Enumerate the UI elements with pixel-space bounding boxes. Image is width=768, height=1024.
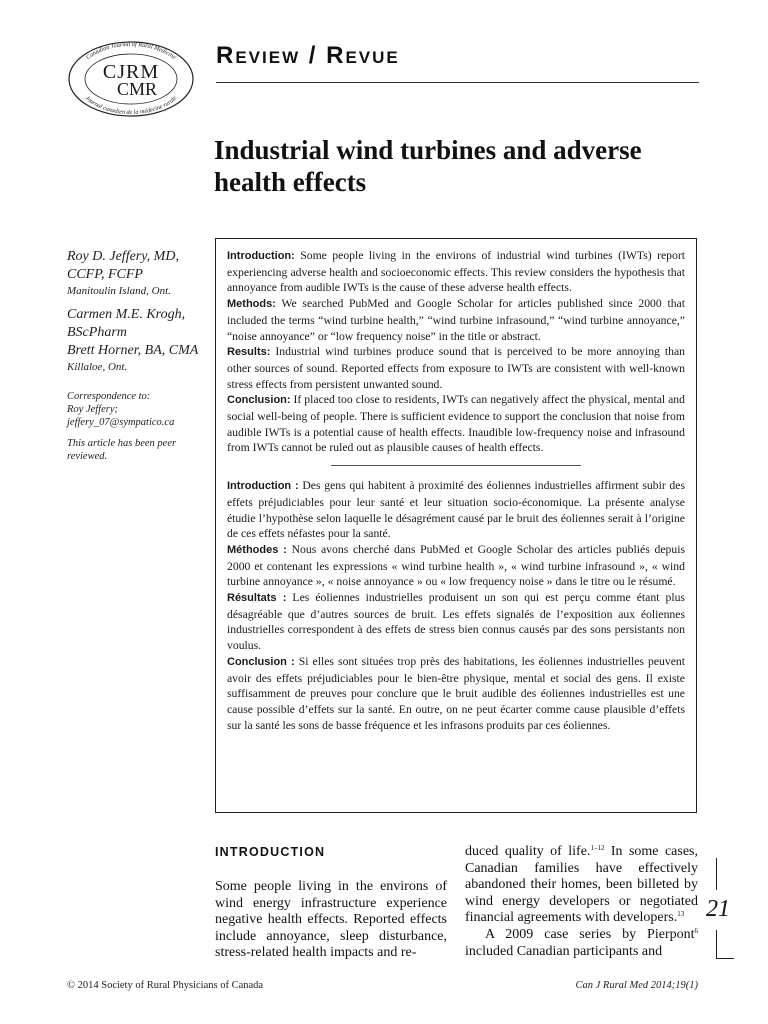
correspondence-email[interactable]: jeffery_07@sympatico.ca (67, 417, 175, 428)
abstract-en-conclusion-label: Conclusion: (227, 394, 291, 407)
abstract-box (215, 238, 697, 813)
abstract-fr-methods-text: Nous avons cherché dans PubMed et Google Scholar des articles publiés depuis 2000 et contenant les expressions « wind turbine health », « wind turbine infrasound », « wind turbine annoyance », « noise annoyance » ou « low frequency noise » dans le titre ou le résumé. (227, 542, 685, 589)
page-number: 21 (706, 896, 730, 922)
abstract-en-methods (227, 296, 685, 344)
author-column (67, 248, 199, 463)
page-marker-line-top (716, 858, 717, 890)
abstract-en-results-text: Industrial wind turbines produce sound that is perceived to be more annoying than other sources of sound. Reported effects from exposure to IWTs are consistent with well-known stress effects from persistent unwanted sound. (227, 345, 685, 391)
abstract-fr-conclusion (227, 654, 685, 734)
header-rule (216, 82, 699, 83)
abstract-en-results (227, 344, 685, 392)
abstract-en-conclusion-text: If placed too close to residents, IWTs can negatively affect the physical, mental and social well-being of people. There is sufficient evidence to support the conclusion that noise from audible IWTs is a potential cause of health effects. Inaudible low-frequency noise and infrasound from IWTs cannot be ruled out as plausible causes of health effects. (227, 393, 685, 455)
abstract-fr-introduction (227, 478, 685, 542)
abstract-fr-conclusion-text: Si elles sont situées trop près des habitations, les éoliennes industrielles peuvent avoir des effets préjudiciables pour le bien-être physique, mental et social des gens. Il existe suffisamment de preuves pour conclure que le bruit audible des éoliennes industrielles est une cause possible d’effets sur la santé. En outre, on ne peut écarter comme cause plausible d’effets sur la santé les sons de basse fréquence et les infrasons produits par ces éoliennes. (227, 654, 686, 732)
abstract-en-results-label: Results: (227, 346, 271, 359)
abstract-en-introduction (227, 248, 685, 296)
logo-ring-text-bottom: Journal canadien de la médecine rurale (83, 94, 179, 117)
abstract-divider (331, 465, 581, 466)
logo-ring-text-top: Canadian Journal of Rural Medicine (84, 40, 178, 62)
footer-copyright: © 2014 Society of Rural Physicians of Canada (67, 980, 264, 991)
abstract-en-methods-label: Methods: (227, 298, 276, 311)
body-column-2 (465, 844, 698, 960)
reference-13[interactable]: 13 (677, 910, 685, 919)
abstract-fr-results (227, 590, 685, 654)
author-3-name: Brett Horner, BA, CMA (67, 343, 199, 358)
section-label: Review / Revue (216, 42, 400, 69)
author-2-3-location: Killaloe, Ont. (67, 361, 128, 373)
author-2-name: Carmen M.E. Krogh, BScPharm (67, 307, 186, 340)
logo-mark-top: CJRM (102, 61, 160, 83)
body-col2-text-c: A 2009 case series by Pierpont (485, 926, 695, 942)
abstract-fr-conclusion-label: Conclusion : (227, 655, 295, 668)
author-1-name: Roy D. Jeffery, MD, CCFP, FCFP (67, 249, 179, 282)
correspondence-label: Correspondence to: (67, 391, 151, 402)
body-col2-text-d: included Canadian participants and (465, 943, 663, 959)
reference-1-12[interactable]: 1–12 (590, 844, 605, 852)
correspondence-name: Roy Jeffery; (67, 404, 119, 415)
peer-review-note: This article has been peer reviewed. (67, 438, 177, 462)
footer-citation: Can J Rural Med 2014;19(1) (575, 980, 698, 991)
introduction-heading: INTRODUCTION (215, 845, 326, 859)
abstract-fr-methods-label: Méthodes : (227, 543, 287, 556)
author-1-location: Manitoulin Island, Ont. (67, 285, 171, 297)
logo-mark-bottom: CMR (116, 79, 158, 99)
abstract-en-intro-text: Some people living in the environs of industrial wind turbines (IWTs) report experiencing adverse health and socioeconomic effects. This review considers the hypothesis that annoyance from audible IWTs is the cause of these adverse health effects. (227, 249, 685, 295)
journal-logo (67, 40, 195, 118)
abstract-en-intro-label: Introduction: (227, 250, 295, 262)
abstract-en-methods-text: We searched PubMed and Google Scholar for articles published since 2000 that included the terms “wind turbine health,” “wind turbine infrasound,” “wind turbine annoyance,” “noise annoyance” or “low frequency noise” in the title or abstract. (227, 297, 685, 343)
abstract-fr-intro-label: Introduction : (227, 480, 299, 493)
abstract-fr-results-text: Les éoliennes industrielles produisent un son qui est perçu comme étant plus désagréable que d’autres sources de bruit. Les effets signalés de l’exposition aux éoliennes industrielles correspondent à des effets de stress bien connus causés par des sons persistants non voulus. (227, 591, 685, 653)
body-column-1: Some people living in the environs of wind energy infrastructure experience negative health effects. Reported effects include annoyance, sleep disturbance, stress-related health impacts and re- (215, 879, 447, 961)
body-col2-text-b: In some cases, Canadian families have effectively abandoned their homes, been billeted by wind energy developers or negotiated financial agreements with developers. (465, 844, 698, 926)
article-title: Industrial wind turbines and adverse health effects (214, 135, 642, 197)
page-marker-line-bottom (716, 930, 717, 958)
abstract-en-conclusion (227, 392, 685, 456)
abstract-fr-results-label: Résultats : (227, 592, 287, 605)
page-marker-line-foot (716, 958, 734, 959)
abstract-fr-methods (227, 542, 685, 590)
body-col2-text-a: duced quality of life. (465, 844, 591, 859)
reference-6[interactable]: 6 (694, 926, 698, 935)
abstract-fr-intro-text: Des gens qui habitent à proximité des éoliennes industrielles affirment subir des effets préjudiciables pour leur santé et leur situation socio-économique. La présente analyse étudie l’hypothèse selon laquelle le désagrément causé par le bruit des éoliennes serait à l’origine de ces effets néfastes pour la santé. (227, 479, 685, 541)
